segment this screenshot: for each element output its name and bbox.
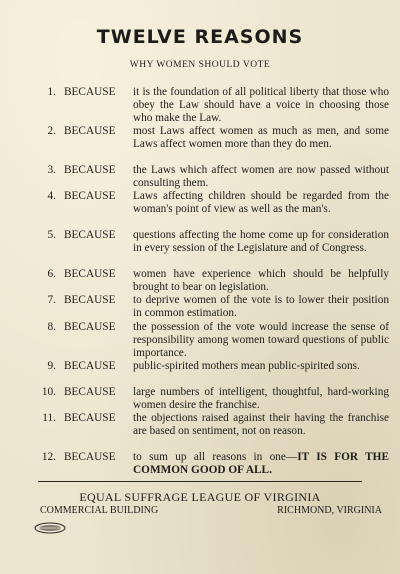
- reason-lead: BECAUSE: [64, 360, 116, 372]
- reason-lead: BECAUSE: [64, 229, 116, 241]
- address-city: RICHMOND, VIRGINIA: [277, 505, 382, 516]
- reason-text: the objections raised against their having the franchise are based on sentiment, not on reason.: [133, 412, 389, 437]
- reason-number: 2.: [47, 125, 56, 137]
- reason-lead: BECAUSE: [64, 321, 116, 333]
- reason-text: Laws affecting children should be regarded from the woman's point of view as well as the man's.: [133, 190, 389, 215]
- reason-text-part: to sum up all reasons in one—: [133, 451, 298, 463]
- organization-name: EQUAL SUFFRAGE LEAGUE OF VIRGINIA: [79, 490, 321, 504]
- reason-text: public-spirited mothers mean public-spirited sons.: [133, 360, 360, 372]
- reason-number: 3.: [47, 164, 56, 176]
- reason-number: 6.: [47, 268, 56, 280]
- reason-number: 9.: [47, 360, 56, 372]
- reason-number: 8.: [47, 321, 56, 333]
- reason-number: 5.: [47, 229, 56, 241]
- reason-lead: BECAUSE: [64, 386, 116, 398]
- printer-seal-icon: [34, 522, 66, 534]
- reason-number: 4.: [47, 190, 56, 202]
- reason-text: the possession of the vote would increase the sense of responsibility among women toward questions of public importance.: [133, 321, 389, 359]
- reason-text: questions affecting the home come up for consideration in every session of the Legislature and of Congress.: [133, 229, 389, 254]
- reason-text: the Laws which affect women are now passed without consulting them.: [133, 164, 389, 189]
- reason-lead: BECAUSE: [64, 412, 116, 424]
- reason-lead: BECAUSE: [64, 451, 116, 463]
- reason-lead: BECAUSE: [64, 125, 116, 137]
- reason-text: large numbers of intelligent, thoughtful, hard-working women desire the franchise.: [133, 386, 389, 411]
- reason-lead: BECAUSE: [64, 294, 116, 306]
- reason-emphasis: IT IS FOR THE COMMON GOOD OF ALL.: [133, 451, 389, 476]
- reason-number: 12.: [41, 451, 56, 463]
- divider-rule: [38, 481, 362, 482]
- reason-number: 7.: [47, 294, 56, 306]
- reason-number: 10.: [41, 386, 56, 398]
- address-building: COMMERCIAL BUILDING: [40, 505, 159, 516]
- reason-lead: BECAUSE: [64, 268, 116, 280]
- reason-lead: BECAUSE: [64, 86, 116, 98]
- reason-text: it is the foundation of all political liberty that those who obey the Law should have a voice in choosing those who make the Law.: [133, 86, 389, 124]
- reason-lead: BECAUSE: [64, 190, 116, 202]
- reason-text: women have experience which should be helpfully brought to bear on legislation.: [133, 268, 389, 293]
- reason-text: to deprive women of the vote is to lower their position in common estimation.: [133, 294, 389, 319]
- reason-number: 1.: [47, 86, 56, 98]
- reason-lead: BECAUSE: [64, 164, 116, 176]
- page-subtitle: WHY WOMEN SHOULD VOTE: [129, 60, 271, 70]
- reason-text: most Laws affect women as much as men, and some Laws affect women more than they do men.: [133, 125, 389, 150]
- reason-text: [133, 451, 389, 477]
- page-title: TWELVE REASONS: [96, 26, 304, 48]
- reason-number: 11.: [42, 412, 56, 424]
